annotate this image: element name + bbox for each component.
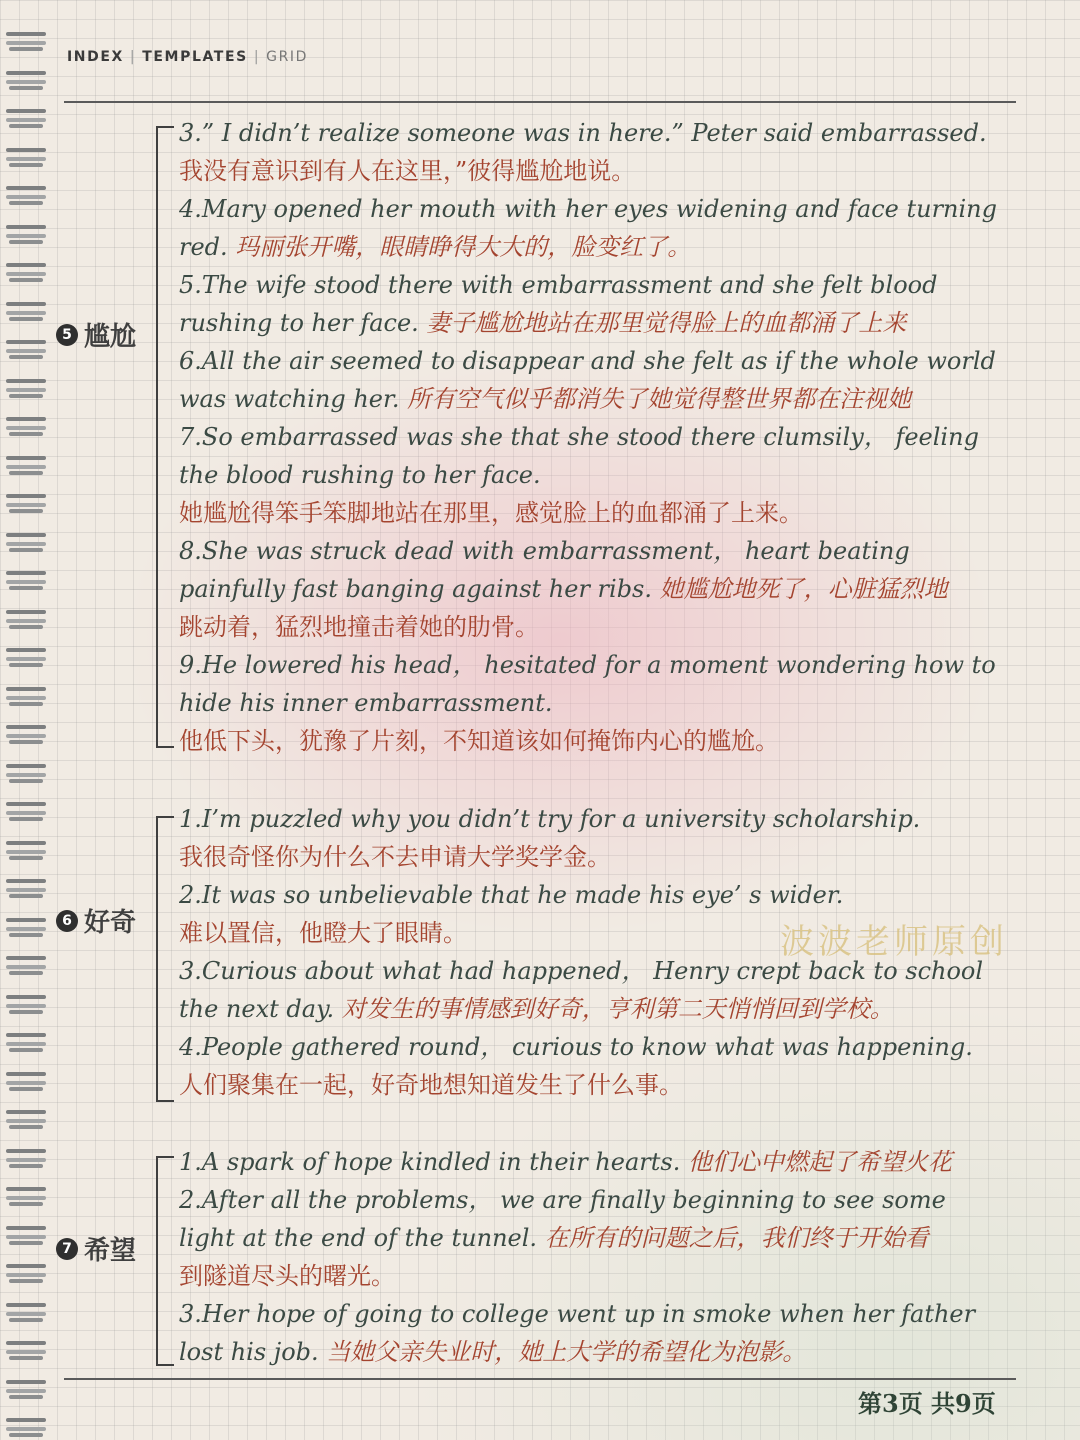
binding-ring xyxy=(6,687,46,707)
text-line: hide his inner embarrassment. xyxy=(179,689,553,717)
section-content xyxy=(179,1143,1059,1371)
binding-ring xyxy=(6,1341,46,1361)
binding-ring xyxy=(6,109,46,129)
binding-ring xyxy=(6,71,46,91)
binding-ring xyxy=(6,918,46,938)
nav-templates[interactable]: TEMPLATES xyxy=(142,49,248,65)
text-line: painfully fast banging against her ribs. 她尴尬地死了，心脏猛烈地 xyxy=(179,575,948,603)
text-line: 3.Curious about what had happened， Henry crept back to school xyxy=(179,957,984,985)
binding-ring xyxy=(6,725,46,745)
text-line: lost his job. 当她父亲失业时，她上大学的希望化为泡影。 xyxy=(179,1338,807,1366)
binding-ring xyxy=(6,340,46,360)
section-title: 尴尬 xyxy=(84,322,137,352)
section-title: 好奇 xyxy=(84,908,137,938)
text-line: 到隧道尽头的曙光。 xyxy=(179,1262,395,1290)
binding-ring xyxy=(6,1380,46,1400)
text-line: 他低下头，犹豫了片刻，不知道该如何掩饰内心的尴尬。 xyxy=(179,727,779,755)
text-line: 难以置信，他瞪大了眼睛。 xyxy=(179,919,467,947)
binding-ring xyxy=(6,302,46,322)
text-line: 3.Her hope of going to college went up in smoke when her father xyxy=(179,1300,976,1328)
text-line: 跳动着，猛烈地撞击着她的肋骨。 xyxy=(179,613,539,641)
text-line: 1.A spark of hope kindled in their hearts. 他们心中燃起了希望火花 xyxy=(179,1148,952,1176)
text-line: 3.” I didn’t realize someone was in here.” Peter said embarrassed. xyxy=(179,119,987,147)
text-line: 4.Mary opened her mouth with her eyes widening and face turning xyxy=(179,195,998,223)
top-divider xyxy=(64,101,1016,103)
binding-ring xyxy=(6,417,46,437)
text-line: 人们聚集在一起，好奇地想知道发生了什么事。 xyxy=(179,1071,683,1099)
binding-ring xyxy=(6,494,46,514)
section-content xyxy=(179,114,1059,760)
text-line: 我没有意识到有人在这里，”彼得尴尬地说。 xyxy=(179,157,636,185)
binding-ring xyxy=(6,533,46,553)
watermark: 波波老师原创 xyxy=(780,922,1008,962)
binding-ring xyxy=(6,764,46,784)
page-indicator: 第3页 共9页 xyxy=(858,1389,996,1418)
binding-ring xyxy=(6,1187,46,1207)
binding-ring xyxy=(6,263,46,283)
section-label xyxy=(56,1230,136,1267)
text-line: the blood rushing to her face. xyxy=(179,461,541,489)
binding-ring xyxy=(6,995,46,1015)
top-nav: INDEX | TEMPLATES | GRID xyxy=(67,49,309,65)
section-label xyxy=(56,902,136,939)
text-line: 5.The wife stood there with embarrassment and she felt blood xyxy=(179,271,938,299)
binding-ring xyxy=(6,1303,46,1323)
text-line: 8.She was struck dead with embarrassment， heart beating xyxy=(179,537,910,565)
spiral-binding xyxy=(0,0,58,1440)
binding-ring xyxy=(6,802,46,822)
binding-ring xyxy=(6,32,46,52)
binding-ring xyxy=(6,841,46,861)
text-line: 6.All the air seemed to disappear and she felt as if the whole world xyxy=(179,347,996,375)
section-label xyxy=(56,316,136,353)
binding-ring xyxy=(6,956,46,976)
text-line: 4.People gathered round， curious to know what was happening. xyxy=(179,1033,973,1061)
binding-ring xyxy=(6,1033,46,1053)
binding-ring xyxy=(6,1264,46,1284)
text-line: 她尴尬得笨手笨脚地站在那里，感觉脸上的血都涌了上来。 xyxy=(179,499,803,527)
binding-ring xyxy=(6,610,46,630)
text-line: the next day. 对发生的事情感到好奇，亨利第二天悄悄回到学校。 xyxy=(179,995,894,1023)
binding-ring xyxy=(6,1149,46,1169)
binding-ring xyxy=(6,1226,46,1246)
binding-ring xyxy=(6,1418,46,1438)
nav-grid[interactable]: GRID xyxy=(266,49,309,65)
section-title: 希望 xyxy=(84,1236,137,1266)
binding-ring xyxy=(6,186,46,206)
section-number: 7 xyxy=(56,1238,78,1260)
section-bracket xyxy=(156,126,174,748)
binding-ring xyxy=(6,648,46,668)
text-line: 我很奇怪你为什么不去申请大学奖学金。 xyxy=(179,843,611,871)
text-line: 2.After all the problems， we are finally beginning to see some xyxy=(179,1186,946,1214)
section-number: 6 xyxy=(56,910,78,932)
binding-ring xyxy=(6,1110,46,1130)
text-line: light at the end of the tunnel. 在所有的问题之后，我们终于开始看 xyxy=(179,1224,929,1252)
bottom-divider xyxy=(64,1378,1016,1380)
text-line: rushing to her face. 妻子尴尬地站在那里觉得脸上的血都涌了上来 xyxy=(179,309,907,337)
text-line: 1.I’m puzzled why you didn’t try for a university scholarship. xyxy=(179,805,921,833)
text-line: was watching her. 所有空气似乎都消失了她觉得整世界都在注视她 xyxy=(179,385,912,413)
section-number: 5 xyxy=(56,324,78,346)
binding-ring xyxy=(6,148,46,168)
nav-index[interactable]: INDEX xyxy=(67,49,124,65)
binding-ring xyxy=(6,379,46,399)
binding-ring xyxy=(6,879,46,899)
section-bracket xyxy=(156,816,174,1102)
text-line: 7.So embarrassed was she that she stood there clumsily， feeling xyxy=(179,423,979,451)
section-bracket xyxy=(156,1156,174,1366)
binding-ring xyxy=(6,225,46,245)
text-line: red. 玛丽张开嘴，眼睛睁得大大的，脸变红了。 xyxy=(179,233,692,261)
text-line: 9.He lowered his head， hesitated for a moment wondering how to xyxy=(179,651,996,679)
binding-ring xyxy=(6,1072,46,1092)
binding-ring xyxy=(6,571,46,591)
text-line: 2.It was so unbelievable that he made his eye’ s wider. xyxy=(179,881,844,909)
binding-ring xyxy=(6,456,46,476)
